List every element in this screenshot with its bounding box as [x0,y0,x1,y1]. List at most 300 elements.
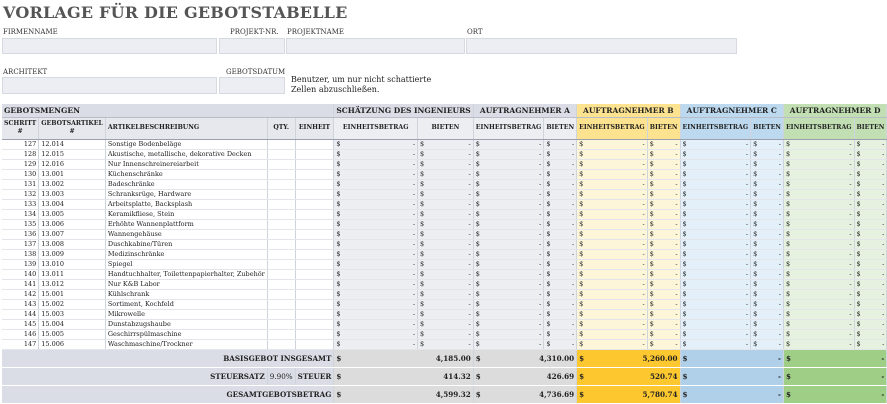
engineer-bieten-cell [418,189,474,199]
a-einheitsbetrag-cell[interactable] [473,219,544,229]
engineer-einheitsbetrag-cell[interactable] [334,289,418,299]
einheit-cell[interactable] [295,189,334,199]
beschreibung-cell[interactable]: Spiegel [105,259,267,269]
c-einheitsbetrag-cell[interactable] [680,179,751,189]
dollar-sign: $ [475,289,480,298]
d-einheitsbetrag-cell[interactable] [783,149,854,159]
c-einheitsbetrag-cell[interactable] [680,239,751,249]
gebotsartikel-cell[interactable]: 12.015 [39,149,106,159]
d-einheitsbetrag-cell[interactable] [783,319,854,329]
dollar-sign: $ [682,209,687,218]
engineer-einheitsbetrag-cell[interactable] [334,339,418,349]
c-einheitsbetrag-cell[interactable] [680,229,751,239]
dollar-sign: $ [336,249,341,258]
qty-cell[interactable] [267,279,295,289]
b-einheitsbetrag-cell[interactable] [577,249,648,259]
a-einheitsbetrag-cell[interactable] [473,209,544,219]
dollar-sign: $ [682,189,687,198]
engineer-einheitsbetrag-cell[interactable] [334,309,418,319]
col-a-bieten: BIETEN [544,117,577,139]
beschreibung-cell[interactable]: Badeschränke [105,179,267,189]
b-einheitsbetrag-cell[interactable] [577,149,648,159]
a-bieten-cell [544,339,577,349]
dollar-sign: $ [856,169,861,178]
d-einheitsbetrag-cell[interactable] [783,189,854,199]
b-einheitsbetrag-cell[interactable] [577,179,648,189]
amount-value: - [745,229,749,238]
gebotsartikel-cell[interactable]: 15.005 [39,329,106,339]
b-bieten-cell [647,199,680,209]
d-einheitsbetrag-cell[interactable] [783,299,854,309]
b-einheitsbetrag-cell[interactable] [577,239,648,249]
gebotsartikel-cell[interactable]: 13.003 [39,189,106,199]
amount-value: - [882,319,885,328]
dollar-sign: $ [753,339,758,348]
einheit-cell[interactable] [295,219,334,229]
amount-value: - [468,179,471,188]
c-einheitsbetrag-cell[interactable] [680,219,751,229]
c-einheitsbetrag-cell[interactable] [680,199,751,209]
einheit-cell[interactable] [295,279,334,289]
amount-value: - [539,149,542,158]
amount-value: - [882,249,885,258]
beschreibung-cell[interactable]: Sortiment, Kochfeld [105,299,267,309]
engineer-einheitsbetrag-cell[interactable] [334,229,418,239]
dollar-sign: $ [856,179,861,188]
amount-value: - [468,189,471,198]
einheit-cell[interactable] [295,139,334,149]
qty-cell[interactable] [267,209,295,219]
einheit-cell[interactable] [295,319,334,329]
qty-cell[interactable] [267,139,295,149]
einheit-cell[interactable] [295,149,334,159]
c-einheitsbetrag-cell[interactable] [680,169,751,179]
beschreibung-cell[interactable]: Keramikfliese, Stein [105,209,267,219]
beschreibung-cell[interactable]: Medizinschränke [105,249,267,259]
dollar-sign: $ [420,329,425,338]
amount-value: - [675,299,678,308]
c-einheitsbetrag-cell[interactable] [680,299,751,309]
dollar-sign: $ [579,169,584,178]
a-einheitsbetrag-cell[interactable] [473,179,544,189]
d-einheitsbetrag-cell[interactable] [783,159,854,169]
beschreibung-cell[interactable]: Dunstabzugshaube [105,319,267,329]
dollar-sign: $ [785,299,791,308]
dollar-sign: $ [420,239,425,248]
c-einheitsbetrag-cell[interactable] [680,249,751,259]
c-einheitsbetrag-cell[interactable] [680,149,751,159]
d-einheitsbetrag-cell[interactable] [783,269,854,279]
amount-value: - [468,279,471,288]
d-einheitsbetrag-cell[interactable] [783,329,854,339]
gebotsartikel-cell[interactable]: 15.006 [39,339,106,349]
gebotsartikel-cell[interactable]: 13.001 [39,169,106,179]
qty-cell[interactable] [267,249,295,259]
c-einheitsbetrag-cell[interactable] [680,329,751,339]
steuer-a [473,367,576,385]
qty-cell[interactable] [267,329,295,339]
amount-value: - [412,239,416,248]
engineer-einheitsbetrag-cell[interactable] [334,259,418,269]
qty-cell[interactable] [267,289,295,299]
a-einheitsbetrag-cell[interactable] [473,139,544,149]
dollar-sign: $ [856,209,861,218]
gebotsartikel-cell[interactable]: 13.007 [39,229,106,239]
b-einheitsbetrag-cell[interactable] [577,259,648,269]
b-einheitsbetrag-cell[interactable] [577,219,648,229]
c-bieten-cell [751,269,784,279]
d-einheitsbetrag-cell[interactable] [783,259,854,269]
dollar-sign: $ [682,353,688,363]
beschreibung-cell[interactable]: Mikrowelle [105,309,267,319]
b-einheitsbetrag-cell[interactable] [577,199,648,209]
gebotsartikel-cell[interactable]: 13.002 [39,179,106,189]
qty-cell[interactable] [267,199,295,209]
b-einheitsbetrag-cell[interactable] [577,139,648,149]
engineer-einheitsbetrag-cell[interactable] [334,299,418,309]
gebotsartikel-cell[interactable]: 13.008 [39,239,106,249]
einheit-cell[interactable] [295,339,334,349]
b-einheitsbetrag-cell[interactable] [577,279,648,289]
a-einheitsbetrag-cell[interactable] [473,329,544,339]
d-einheitsbetrag-cell[interactable] [783,289,854,299]
amount-value: - [571,149,575,158]
einheit-cell[interactable] [295,179,334,189]
amount-value: - [539,319,542,328]
qty-cell[interactable] [267,229,295,239]
qty-cell[interactable] [267,179,295,189]
a-einheitsbetrag-cell[interactable] [473,309,544,319]
einheit-cell[interactable] [295,269,334,279]
amount-value: - [468,239,471,248]
basis-total-c [680,349,783,367]
dollar-sign: $ [420,309,425,318]
b-einheitsbetrag-cell[interactable] [577,339,648,349]
d-einheitsbetrag-cell[interactable] [783,179,854,189]
qty-cell[interactable] [267,319,295,329]
engineer-einheitsbetrag-cell[interactable] [334,199,418,209]
einheit-cell[interactable] [295,239,334,249]
c-bieten-cell [751,139,784,149]
d-einheitsbetrag-cell[interactable] [783,309,854,319]
einheit-cell[interactable] [295,169,334,179]
beschreibung-cell[interactable]: Geschirrspülmaschine [105,329,267,339]
a-einheitsbetrag-cell[interactable] [473,199,544,209]
d-einheitsbetrag-cell[interactable] [783,249,854,259]
gebotsartikel-cell[interactable]: 15.001 [39,289,106,299]
beschreibung-cell[interactable]: Nur K&B Labor [105,279,267,289]
beschreibung-cell[interactable]: Küchenschränke [105,169,267,179]
amount-value: - [412,259,416,268]
gebotsartikel-cell[interactable]: 13.006 [39,219,106,229]
qty-cell[interactable] [267,269,295,279]
dollar-sign: $ [649,199,654,208]
b-bieten-cell [647,169,680,179]
amount-value: - [778,159,781,168]
b-einheitsbetrag-cell[interactable] [577,319,648,329]
dollar-sign: $ [336,299,341,308]
a-einheitsbetrag-cell[interactable] [473,229,544,239]
amount-value: - [745,139,749,148]
a-einheitsbetrag-cell[interactable] [473,239,544,249]
a-einheitsbetrag-cell[interactable] [473,269,544,279]
dollar-sign: $ [753,329,758,338]
d-einheitsbetrag-cell[interactable] [783,339,854,349]
engineer-einheitsbetrag-cell[interactable] [334,149,418,159]
dollar-sign: $ [420,209,425,218]
amount-value: - [745,239,749,248]
amount-value: - [468,209,471,218]
beschreibung-cell[interactable]: Erhöhte Wannenplattform [105,219,267,229]
amount-value: - [539,329,542,338]
qty-cell[interactable] [267,149,295,159]
amount-value: - [468,329,471,338]
d-einheitsbetrag-cell[interactable] [783,239,854,249]
a-einheitsbetrag-cell[interactable] [473,249,544,259]
einheit-cell[interactable] [295,289,334,299]
d-einheitsbetrag-cell[interactable] [783,229,854,239]
d-einheitsbetrag-cell[interactable] [783,199,854,209]
dollar-sign: $ [649,229,654,238]
dollar-sign: $ [785,309,791,318]
c-bieten-cell [751,259,784,269]
a-bieten-cell [544,329,577,339]
a-einheitsbetrag-cell[interactable] [473,289,544,299]
d-einheitsbetrag-cell[interactable] [783,219,854,229]
dollar-sign: $ [546,139,551,148]
architekt-label: ARCHITEKT [3,68,48,76]
dollar-sign: $ [785,209,791,218]
projektname-input[interactable] [286,38,465,54]
amount-value: - [468,249,471,258]
a-einheitsbetrag-cell[interactable] [473,259,544,269]
dollar-sign: $ [785,219,791,228]
c-einheitsbetrag-cell[interactable] [680,189,751,199]
qty-cell[interactable] [267,239,295,249]
amount-value: - [778,239,781,248]
b-bieten-cell [647,269,680,279]
schritt-cell: 133 [2,199,39,209]
c-einheitsbetrag-cell[interactable] [680,279,751,289]
beschreibung-cell[interactable]: Waschmaschine/Trockner [105,339,267,349]
gebotsartikel-cell[interactable]: 13.010 [39,259,106,269]
amount-value: - [882,289,885,298]
b-einheitsbetrag-cell[interactable] [577,269,648,279]
amount-value: - [539,309,542,318]
gebotsartikel-cell[interactable]: 15.004 [39,319,106,329]
c-einheitsbetrag-cell[interactable] [680,159,751,169]
gesamt-b-value: 5,780.74 [642,389,678,399]
c-einheitsbetrag-cell[interactable] [680,289,751,299]
b-bieten-cell [647,289,680,299]
c-bieten-cell [751,219,784,229]
amount-value: - [412,229,416,238]
beschreibung-cell[interactable]: Duschkabine/Türen [105,239,267,249]
a-einheitsbetrag-cell[interactable] [473,279,544,289]
dollar-sign: $ [649,259,654,268]
a-bieten-cell [544,209,577,219]
b-einheitsbetrag-cell[interactable] [577,299,648,309]
gebotsartikel-cell[interactable]: 13.009 [39,249,106,259]
amount-value: - [778,299,781,308]
amount-value: - [539,259,542,268]
beschreibung-cell[interactable]: Handtuchhalter, Toilettenpapierhalter, Zubehör [105,269,267,279]
einheit-cell[interactable] [295,299,334,309]
beschreibung-cell[interactable]: Kühlschrank [105,289,267,299]
dollar-sign: $ [420,249,425,258]
engineer-bieten-cell [418,209,474,219]
b-einheitsbetrag-cell[interactable] [577,189,648,199]
schritt-cell: 141 [2,279,39,289]
beschreibung-cell[interactable]: Nur Innenschreinereiarbeit [105,159,267,169]
gebotsartikel-cell[interactable]: 13.004 [39,199,106,209]
einheit-cell[interactable] [295,309,334,319]
gebotsartikel-cell[interactable]: 13.011 [39,269,106,279]
c-bieten-cell [751,169,784,179]
einheit-cell[interactable] [295,209,334,219]
amount-value: - [882,259,885,268]
b-bieten-cell [647,329,680,339]
d-einheitsbetrag-cell[interactable] [783,139,854,149]
gesamt-a-value: 4,736.69 [539,389,575,399]
engineer-einheitsbetrag-cell[interactable] [334,329,418,339]
dollar-sign: $ [336,353,342,363]
gebotsartikel-cell[interactable]: 12.014 [39,139,106,149]
amount-value: - [778,209,781,218]
beschreibung-cell[interactable]: Sonstige Bodenbeläge [105,139,267,149]
dollar-sign: $ [785,199,791,208]
dollar-sign: $ [475,309,480,318]
engineer-einheitsbetrag-cell[interactable] [334,159,418,169]
b-einheitsbetrag-cell[interactable] [577,309,648,319]
b-einheitsbetrag-cell[interactable] [577,169,648,179]
b-einheitsbetrag-cell[interactable] [577,289,648,299]
section-gebotsmengen: GEBOTSMENGEN [2,104,334,117]
projekt-nr-input[interactable] [219,38,285,54]
c-einheitsbetrag-cell[interactable] [680,339,751,349]
steuer-c [680,367,783,385]
gebotsartikel-cell[interactable]: 13.012 [39,279,106,289]
a-bieten-cell [544,259,577,269]
gebotsartikel-cell[interactable]: 15.002 [39,299,106,309]
steuer-c-value: - [777,371,781,381]
engineer-einheitsbetrag-cell[interactable] [334,209,418,219]
gebotsartikel-cell[interactable]: 13.005 [39,209,106,219]
b-einheitsbetrag-cell[interactable] [577,209,648,219]
a-einheitsbetrag-cell[interactable] [473,159,544,169]
c-einheitsbetrag-cell[interactable] [680,269,751,279]
b-einheitsbetrag-cell[interactable] [577,329,648,339]
einheit-cell[interactable] [295,329,334,339]
beschreibung-cell[interactable]: Schranksrüge, Hardware [105,189,267,199]
einheit-cell[interactable] [295,249,334,259]
gebotsartikel-cell[interactable]: 12.016 [39,159,106,169]
beschreibung-cell[interactable]: Arbeitsplatte, Backsplash [105,199,267,209]
qty-cell[interactable] [267,299,295,309]
ort-input[interactable] [466,38,737,54]
qty-cell[interactable] [267,309,295,319]
dollar-sign: $ [546,209,551,218]
engineer-einheitsbetrag-cell[interactable] [334,219,418,229]
gebotsartikel-cell[interactable]: 15.003 [39,309,106,319]
qty-cell[interactable] [267,159,295,169]
steuersatz-value[interactable]: 9.90% [267,367,295,385]
d-einheitsbetrag-cell[interactable] [783,279,854,289]
basis-total-b [577,349,680,367]
amount-value: - [412,249,416,258]
steuer-b-value: 520.74 [650,371,678,381]
beschreibung-cell[interactable]: Akustische, metallische, dekorative Decken [105,149,267,159]
qty-cell[interactable] [267,259,295,269]
architekt-input[interactable] [2,77,217,94]
a-einheitsbetrag-cell[interactable] [473,169,544,179]
engineer-einheitsbetrag-cell[interactable] [334,239,418,249]
engineer-bieten-cell [418,219,474,229]
a-einheitsbetrag-cell[interactable] [473,299,544,309]
einheit-cell[interactable] [295,259,334,269]
amount-value: - [882,189,885,198]
c-einheitsbetrag-cell[interactable] [680,259,751,269]
dollar-sign: $ [682,329,687,338]
gesamt-d-value: - [881,389,885,399]
b-einheitsbetrag-cell[interactable] [577,159,648,169]
table-body [2,139,887,349]
steuer-label: STEUER [295,367,334,385]
engineer-einheitsbetrag-cell[interactable] [334,179,418,189]
gebotsdatum-input[interactable] [219,77,285,94]
engineer-einheitsbetrag-cell[interactable] [334,249,418,259]
engineer-einheitsbetrag-cell[interactable] [334,169,418,179]
firmenname-input[interactable] [2,38,217,54]
a-einheitsbetrag-cell[interactable] [473,149,544,159]
dollar-sign: $ [475,339,480,348]
engineer-einheitsbetrag-cell[interactable] [334,279,418,289]
engineer-einheitsbetrag-cell[interactable] [334,319,418,329]
a-einheitsbetrag-cell[interactable] [473,339,544,349]
c-einheitsbetrag-cell[interactable] [680,309,751,319]
beschreibung-cell[interactable]: Wannengehäuse [105,229,267,239]
c-einheitsbetrag-cell[interactable] [680,319,751,329]
d-einheitsbetrag-cell[interactable] [783,209,854,219]
amount-value: - [745,199,749,208]
basis-total-a-value: 4,310.00 [539,353,575,363]
qty-cell[interactable] [267,189,295,199]
einheit-cell[interactable] [295,199,334,209]
qty-cell[interactable] [267,169,295,179]
engineer-einheitsbetrag-cell[interactable] [334,139,418,149]
einheit-cell[interactable] [295,229,334,239]
b-einheitsbetrag-cell[interactable] [577,229,648,239]
amount-value: - [675,309,678,318]
c-einheitsbetrag-cell[interactable] [680,139,751,149]
engineer-einheitsbetrag-cell[interactable] [334,189,418,199]
qty-cell[interactable] [267,339,295,349]
c-einheitsbetrag-cell[interactable] [680,209,751,219]
qty-cell[interactable] [267,219,295,229]
dollar-sign: $ [753,189,758,198]
dollar-sign: $ [682,299,687,308]
section-auftragnehmer-b: AUFTRAGNEHMER B [577,104,680,117]
dollar-sign: $ [420,189,425,198]
amount-value: - [778,329,781,338]
a-einheitsbetrag-cell[interactable] [473,319,544,329]
a-einheitsbetrag-cell[interactable] [473,189,544,199]
einheit-cell[interactable] [295,159,334,169]
c-bieten-cell [751,319,784,329]
amount-value: - [571,229,575,238]
engineer-einheitsbetrag-cell[interactable] [334,269,418,279]
d-einheitsbetrag-cell[interactable] [783,169,854,179]
